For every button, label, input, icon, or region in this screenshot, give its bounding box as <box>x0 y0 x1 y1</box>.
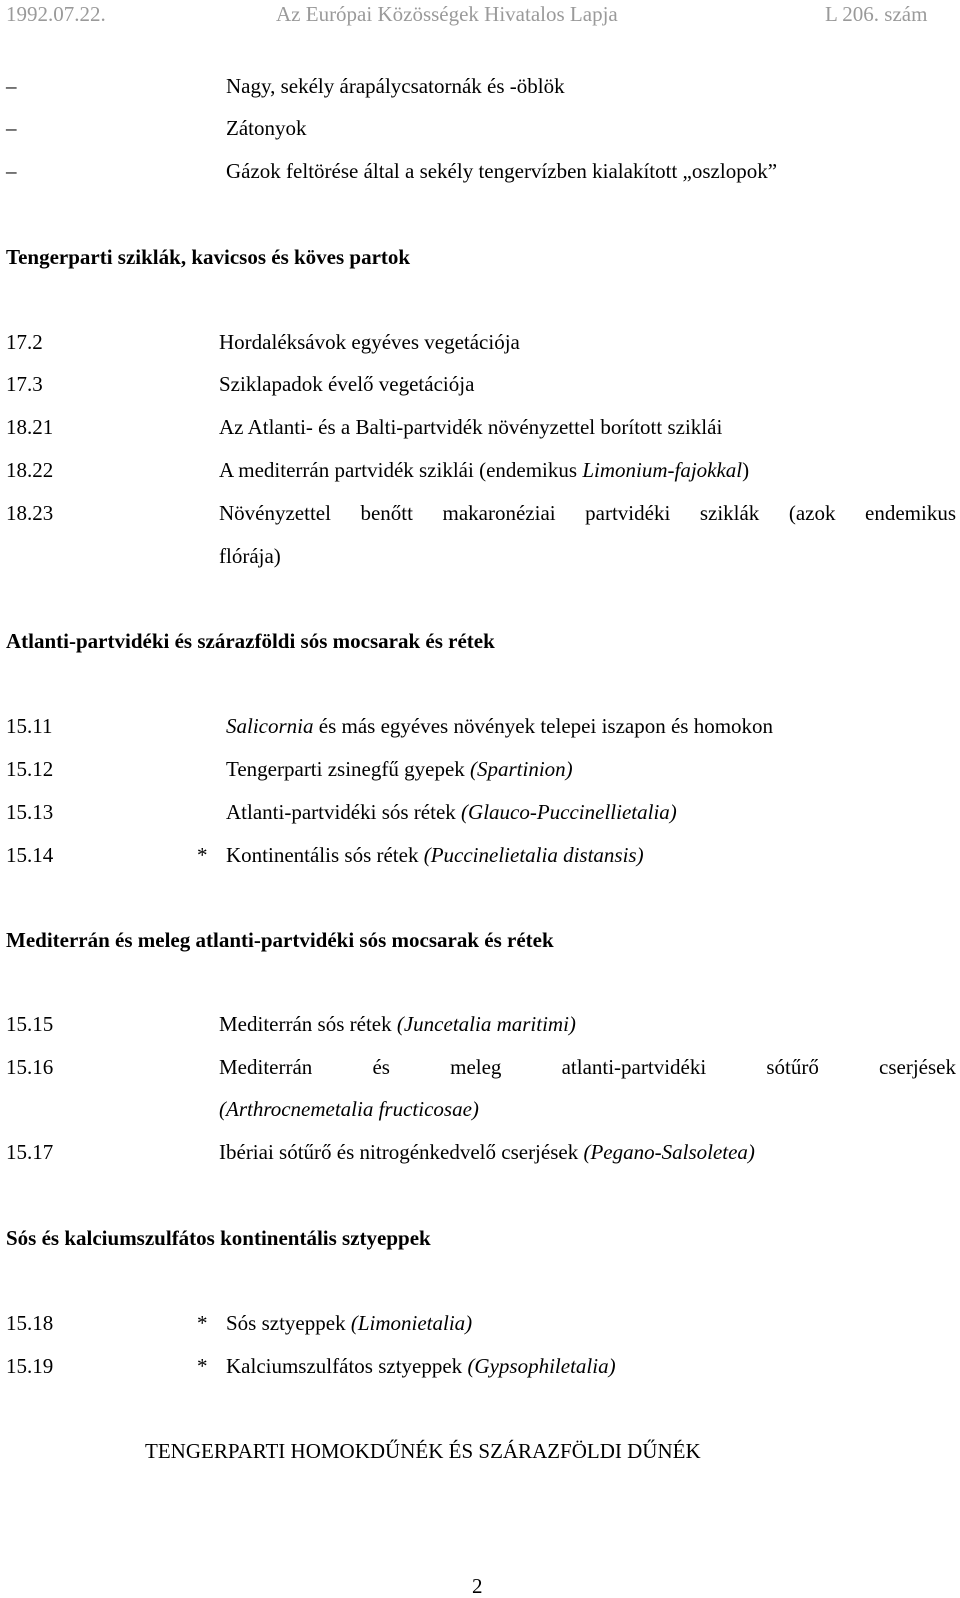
habitat-name-italic: Salicornia <box>226 714 314 738</box>
habitat-code: 15.12 <box>6 757 54 781</box>
habitat-code: 15.14 <box>6 843 54 867</box>
habitat-name <box>226 845 644 866</box>
header-journal-title: Az Európai Közösségek Hivatalos Lapja <box>276 2 618 26</box>
habitat-name <box>219 1142 755 1163</box>
header-issue: L 206. szám <box>825 2 928 26</box>
word: sótűrő <box>766 1055 819 1079</box>
priority-asterisk: * <box>197 1354 208 1378</box>
habitat-name <box>219 1014 576 1035</box>
section-heading: Mediterrán és meleg atlanti-partvidéki sós mocsarak és rétek <box>6 928 554 952</box>
habitat-name-continued: (Arthrocnemetalia fructicosae) <box>219 1097 479 1121</box>
dash-item-text: Nagy, sekély árapálycsatornák és -öblök <box>226 74 565 98</box>
habitat-name-text: A mediterrán partvidék sziklái (endemikus <box>219 458 583 482</box>
habitat-code: 15.11 <box>6 714 53 738</box>
habitat-name-italic: (Glauco-Puccinellietalia) <box>461 800 677 824</box>
habitat-code: 18.21 <box>6 415 54 439</box>
word: atlanti-partvidéki <box>561 1055 707 1079</box>
section-heading: Tengerparti sziklák, kavicsos és köves partok <box>6 245 411 269</box>
habitat-name: Sziklapadok évelő vegetációja <box>219 372 475 396</box>
habitat-name-italic: (Gypsophiletalia) <box>467 1354 616 1378</box>
word: meleg <box>450 1055 502 1079</box>
habitat-name-italic: (Puccinelietalia distansis) <box>423 843 644 867</box>
habitat-name-italic: (Spartinion) <box>470 757 573 781</box>
habitat-name <box>219 460 749 481</box>
habitat-name-text: Sós sztyeppek <box>226 1311 351 1335</box>
dash-marker: – <box>6 74 17 98</box>
habitat-name <box>226 1356 616 1377</box>
habitat-name-text: és más egyéves növények telepei iszapon és homokon <box>313 714 774 738</box>
habitat-name: Az Atlanti- és a Balti-partvidék növényzettel borított sziklái <box>219 415 723 439</box>
header-date: 1992.07.22. <box>6 2 106 26</box>
habitat-name-italic: (Limonietalia) <box>350 1311 473 1335</box>
word: Mediterrán <box>219 1055 313 1079</box>
word: cserjések <box>879 1055 956 1079</box>
dash-item-text: Gázok feltörése által a sekély tengervízben kialakított „oszlopok” <box>226 159 778 183</box>
habitat-name-text: Mediterrán sós rétek <box>219 1012 397 1036</box>
dash-marker: – <box>6 159 17 183</box>
priority-asterisk: * <box>197 1311 208 1335</box>
dash-marker: – <box>6 116 17 140</box>
habitat-name-text: Ibériai sótűrő és nitrogénkedvelő cserjések <box>219 1140 584 1164</box>
habitat-name-continued: flórája) <box>219 544 281 568</box>
habitat-code: 15.13 <box>6 800 54 824</box>
habitat-name <box>226 716 773 737</box>
habitat-name: Növényzettel benőtt makaronéziai partvidéki sziklák (azok endemikus <box>219 501 956 525</box>
habitat-name-text: Atlanti-partvidéki sós rétek <box>226 800 462 824</box>
habitat-name-italic: Limonium-fajokkal <box>582 458 743 482</box>
habitat-code: 15.15 <box>6 1012 54 1036</box>
habitat-code: 15.17 <box>6 1140 54 1164</box>
habitat-code: 18.22 <box>6 458 54 482</box>
habitat-name <box>226 1313 472 1334</box>
habitat-name: Hordaléksávok egyéves vegetációja <box>219 330 520 354</box>
habitat-code: 18.23 <box>6 501 54 525</box>
page-number: 2 <box>472 1574 483 1598</box>
section-heading: Sós és kalciumszulfátos kontinentális sztyeppek <box>6 1226 431 1250</box>
habitat-code: 15.16 <box>6 1055 54 1079</box>
habitat-name-after: ) <box>742 458 750 482</box>
habitat-code: 17.3 <box>6 372 43 396</box>
habitat-code: 17.2 <box>6 330 43 354</box>
habitat-code: 15.18 <box>6 1311 54 1335</box>
habitat-name-text: Tengerparti zsinegfű gyepek <box>226 757 471 781</box>
habitat-name-justified <box>219 1057 956 1078</box>
habitat-name-italic: (Juncetalia maritimi) <box>396 1012 576 1036</box>
word: és <box>372 1055 390 1079</box>
habitat-code: 15.19 <box>6 1354 54 1378</box>
habitat-name-italic: (Pegano-Salsoletea) <box>583 1140 755 1164</box>
habitat-name-text: Kalciumszulfátos sztyeppek <box>226 1354 468 1378</box>
habitat-name <box>226 802 677 823</box>
dash-item-text: Zátonyok <box>226 116 307 140</box>
chapter-heading: TENGERPARTI HOMOKDŰNÉK ÉS SZÁRAZFÖLDI DŰNÉK <box>145 1439 701 1463</box>
habitat-name <box>226 759 573 780</box>
section-heading: Atlanti-partvidéki és szárazföldi sós mocsarak és rétek <box>6 629 495 653</box>
habitat-name-text: Kontinentális sós rétek <box>226 843 424 867</box>
priority-asterisk: * <box>197 843 208 867</box>
